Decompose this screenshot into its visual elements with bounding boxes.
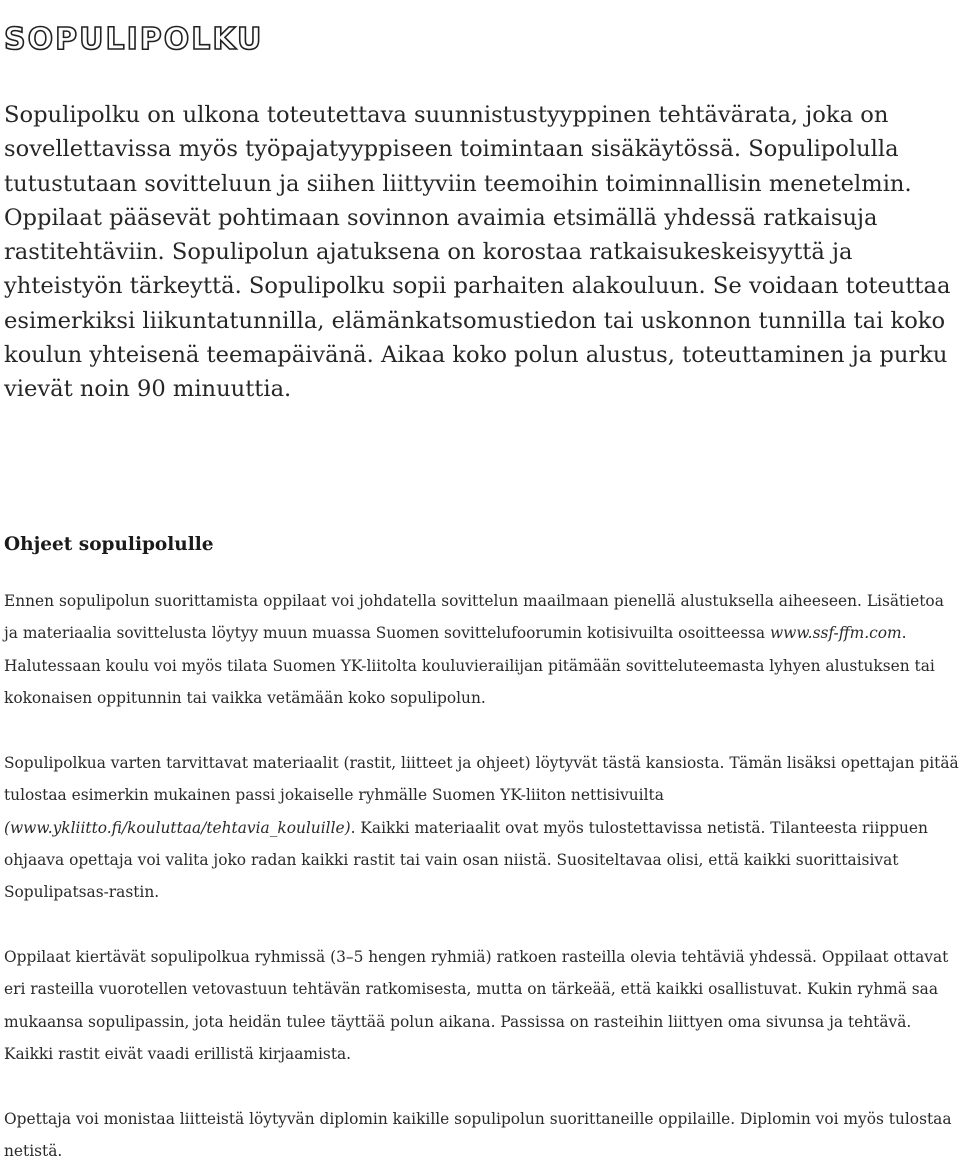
ykliitto-link[interactable]: (www.ykliitto.fi/kouluttaa/tehtavia_kouluille) [4,818,351,837]
instructions-paragraph-4: Opettaja voi monistaa liitteistä löytyvän diplomin kaikille sopulipolun suorittaneille oppilaille. Diplomin voi myös tulostaa netistä. [4,1110,952,1161]
paragraph-text: Ennen sopulipolun suorittamista oppilaat voi johdatella sovittelun maailmaan pienellä alustuksella aiheeseen. Lisätietoa ja materiaalia sovittelusta löytyy muun muassa Suomen sovittelufoorumin kotisivuilta osoitteessa [4,592,944,643]
paragraph-text: Sopulipolkua varten tarvittavat materiaalit (rastit, liitteet ja ohjeet) löytyvät tästä kansiosta. Tämän lisäksi opettajan pitää tulostaa esimerkin mukainen passi jokaiselle ryhmälle Suomen YK-liiton nettisivuilta [4,754,959,805]
instructions-paragraph-1 [4,585,959,714]
intro-paragraph: Sopulipolku on ulkona toteutettava suunnistustyyppinen tehtävärata, joka on sovellettavissa myös työpajatyyppiseen toimintaan sisäkäytössä. Sopulipolulla tutustutaan sovitteluun ja siihen liittyviin teemoihin toiminnallisin menetelmin. Oppilaat pääsevät pohtimaan sovinnon avaimia etsimällä yhdessä ratkaisuja rastitehtäviin. Sopulipolun ajatuksena on korostaa ratkaisukeskeisyyttä ja yhteistyön tärkeyttä. Sopulipolku sopii parhaiten alakouluun. Se voidaan toteuttaa esimerkiksi liikuntatunnilla, elämänkatsomustiedon tai uskonnon tunnilla tai koko koulun yhteisenä teemapäivänä. Aikaa koko polun alustus, toteuttaminen ja purku vievät noin 90 minuuttia. [4,102,951,403]
instructions-paragraph-2 [4,747,959,908]
paragraph-text: . Halutessaan koulu voi myös tilata Suomen YK-liitolta kouluvierailijan pitämään sovitteluteemasta lyhyen alustuksen tai kokonaisen oppitunnin tai vaikka vetämään koko sopulipolun. [4,624,935,707]
paragraph-text: . Kaikki materiaalit ovat myös tulostettavissa netistä. Tilanteesta riippuen ohjaava opettaja voi valita joko radan kaikki rastit tai vain osan niistä. Suositeltavaa olisi, että kaikki suorittaisivat Sopulipatsas-rastin. [4,818,928,902]
document-title: SOPULIPOLKU [4,22,264,58]
section-heading: Ohjeet sopulipolulle [4,534,214,555]
instructions-paragraph-3: Oppilaat kiertävät sopulipolkua ryhmissä (3–5 hengen ryhmiä) ratkoen rasteilla olevia tehtäviä yhdessä. Oppilaat ottavat eri rasteilla vuorotellen vetovastuun tehtävän ratkomisesta, mutta on tärkeää, että kaikki osallistuvat. Kukin ryhmä saa mukaansa sopulipassin, jota heidän tulee täyttää polun aikana. Passissa on rasteihin liittyen oma sivunsa ja tehtävä. Kaikki rastit eivät vaadi erillistä kirjaamista. [4,948,949,1063]
ssf-link[interactable]: www.ssf-ffm.com [769,624,902,643]
